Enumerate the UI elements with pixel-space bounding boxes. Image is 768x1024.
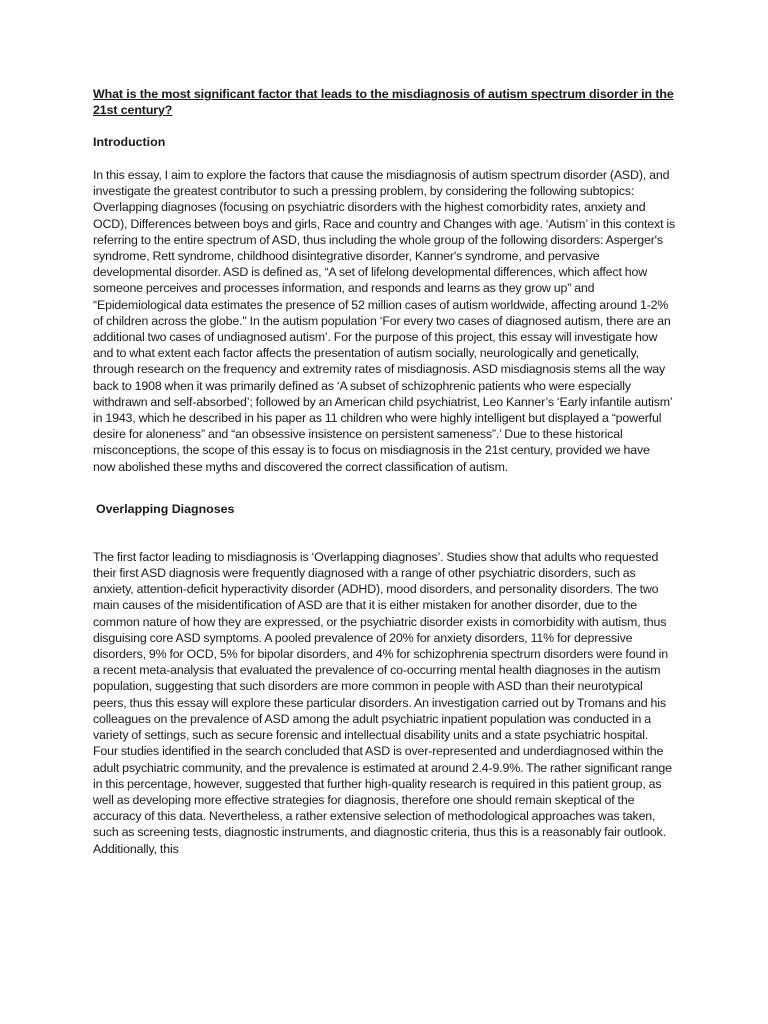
essay-title: What is the most significant factor that leads to the misdiagnosis of autism spectrum disorder in the 21st century? xyxy=(93,87,674,117)
document-page xyxy=(93,86,675,857)
section-body-overlapping-diagnoses: The first factor leading to misdiagnosis is ‘Overlapping diagnoses’. Studies show that adults who requested their first ASD diagnosis were frequently diagnosed with a range of other psychiatric disorders, such as anxiety, attention-deficit hyperactivity disorder (ADHD), mood disorders, and personality disorders. The two main causes of the misidentification of ASD are that it is either mistaken for another disorder, due to the common nature of how they are expressed, or the psychiatric disorder exists in comorbidity with autism, thus disguising core ASD symptoms. A pooled prevalence of 20% for anxiety disorders, 11% for depressive disorders, 9% for OCD, 5% for bipolar disorders, and 4% for schizophrenia spectrum disorders were found in a recent meta-analysis that evaluated the prevalence of co-occurring mental health diagnoses in the autism population, suggesting that such disorders are more common in people with ASD than their neurotypical peers, thus this essay will explore these particular disorders. An investigation carried out by Tromans and his colleagues on the prevalence of ASD among the adult psychiatric inpatient population was conducted in a variety of settings, such as secure forensic and intellectual disability units and a state psychiatric hospital. Four studies identified in the search concluded that ASD is over-represented and underdiagnosed within the adult psychiatric community, and the prevalence is estimated at around 2.4-9.9%. The rather significant range in this percentage, however, suggested that further high-quality research is required in this patient group, as well as developing more effective strategies for diagnosis, therefore one should remain skeptical of the accuracy of this data. Nevertheless, a rather extensive selection of methodological approaches was taken, such as screening tests, diagnostic instruments, and diagnostic criteria, thus this is a reasonably fair outlook. Additionally, this xyxy=(93,549,672,856)
section-body-introduction: In this essay, I aim to explore the factors that cause the misdiagnosis of autism spectrum disorder (ASD), and investigate the greatest contributor to such a pressing problem, by considering the following subtopics: Overlapping diagnoses (focusing on psychiatric disorders with the highest comorbidity rates, anxiety and OCD), Differences between boys and girls, Race and country and Changes with age. ‘Autism’ in this context is referring to the entire spectrum of ASD, thus including the whole group of the following disorders: Asperger's syndrome, Rett syndrome, childhood disintegrative disorder, Kanner's syndrome, and pervasive developmental disorder. ASD is defined as, “A set of lifelong developmental differences, which affect how someone perceives and processes information, and responds and learns as they grow up” and “Epidemiological data estimates the presence of 52 million cases of autism worldwide, affecting around 1-2% of children across the globe." In the autism population ‘For every two cases of diagnosed autism, there are an additional two cases of undiagnosed autism’. For the purpose of this project, this essay will investigate how and to what extent each factor affects the presentation of autism socially, neurologically and genetically, through research on the frequency and extremity rates of misdiagnosis. ASD misdiagnosis stems all the way back to 1908 when it was primarily defined as ‘A subset of schizophrenic patients who were especially withdrawn and self-absorbed’; followed by an American child psychiatrist, Leo Kanner’s ‘Early infantile autism’ in 1943, which he described in his paper as 11 children who were highly intelligent but displayed a “powerful desire for aloneness” and “an obsessive insistence on persistent sameness”.’ Due to these historical misconceptions, the scope of this essay is to focus on misdiagnosis in the 21st century, provided we have now abolished these myths and discovered the correct classification of autism. xyxy=(93,168,676,474)
section-heading-introduction: Introduction xyxy=(93,135,166,149)
section-heading-overlapping-diagnoses: Overlapping Diagnoses xyxy=(96,501,235,516)
